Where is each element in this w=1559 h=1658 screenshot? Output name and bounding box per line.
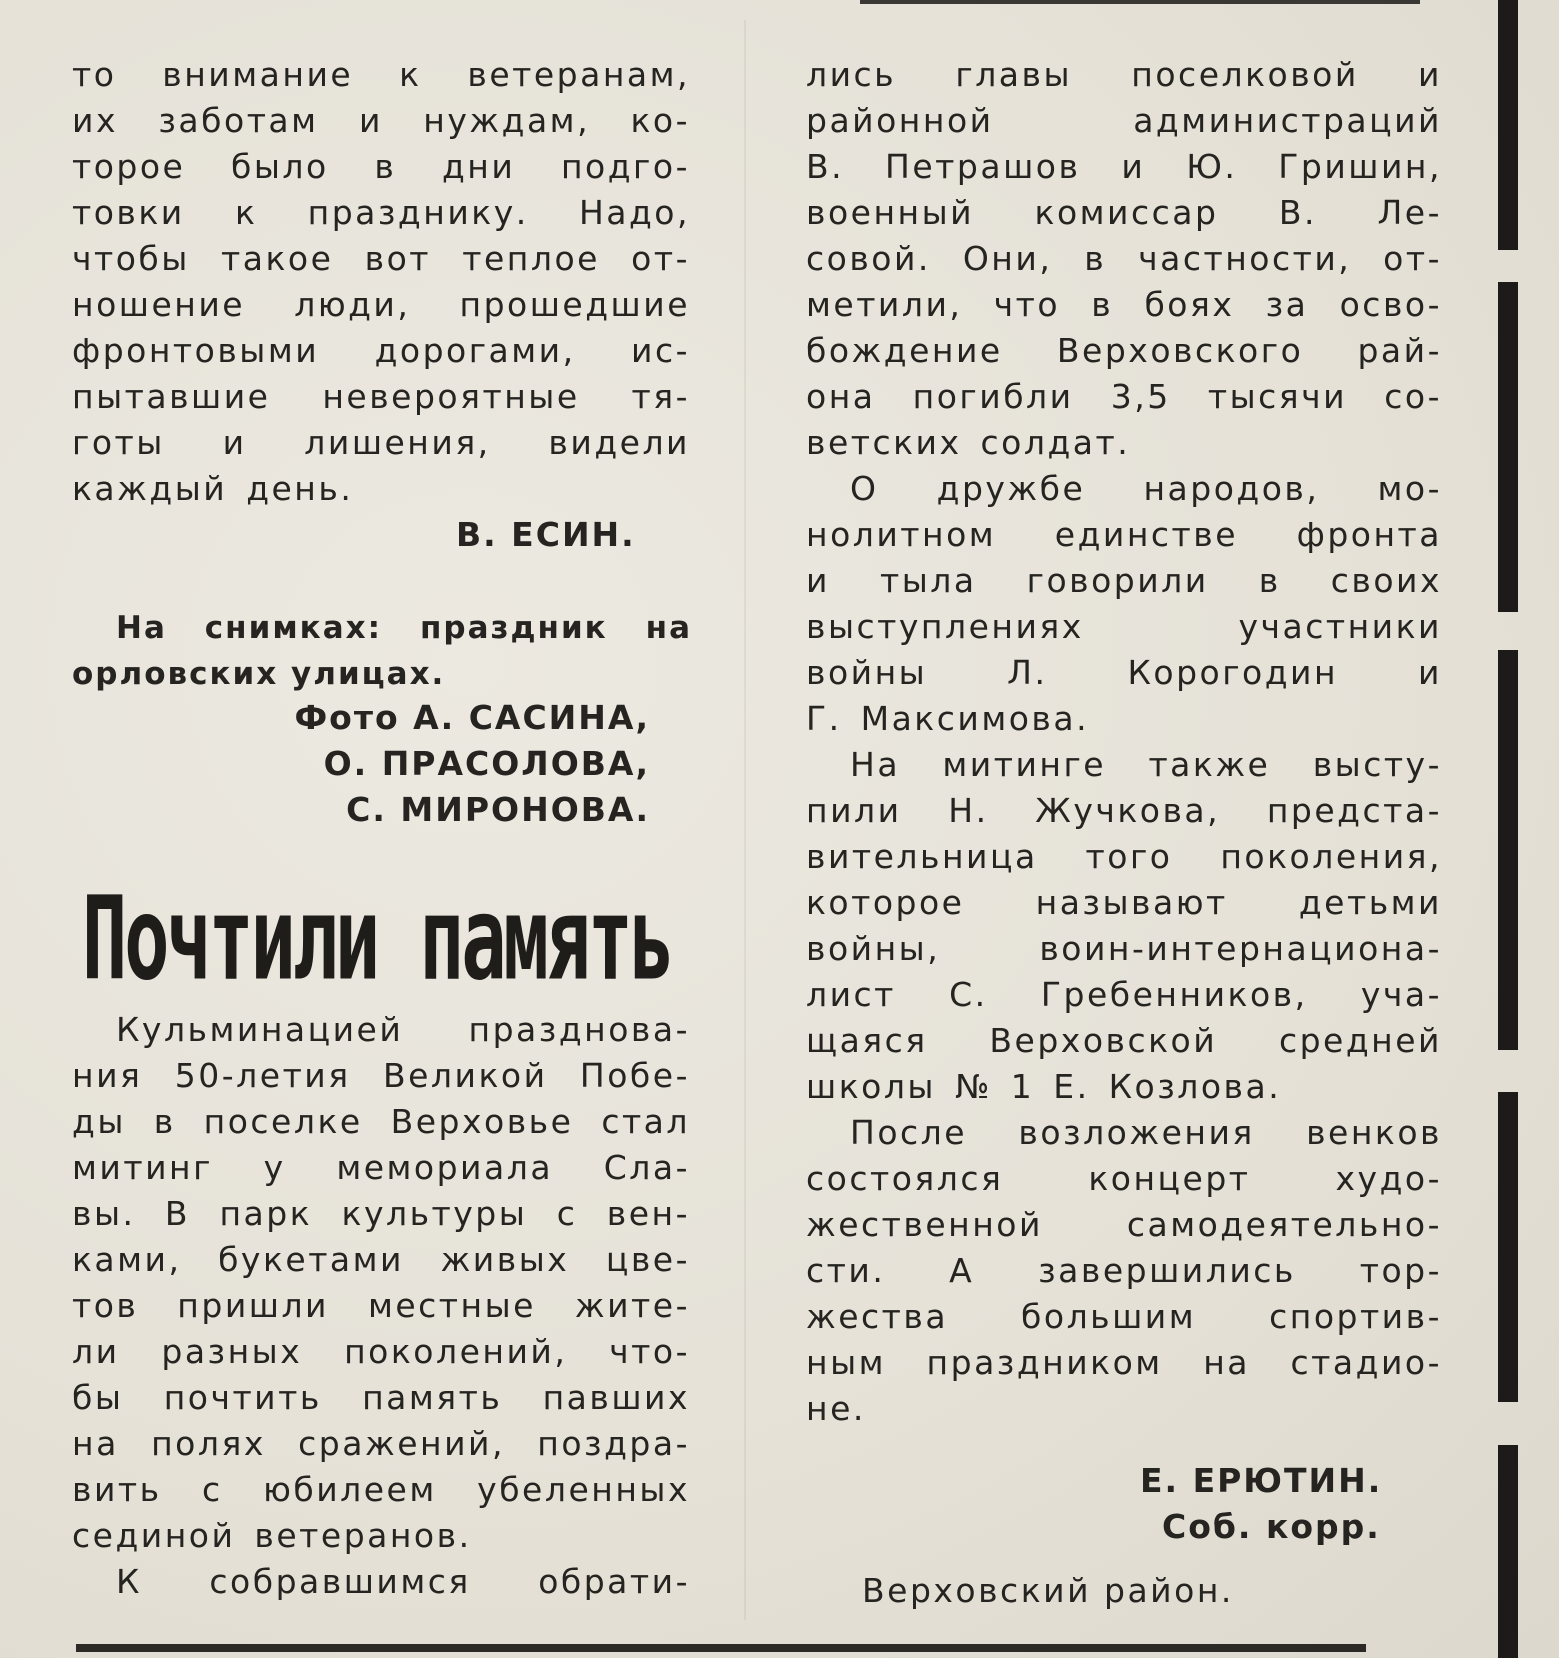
text-line: школы № 1 Е. Козлова. (806, 1067, 1282, 1106)
credit-line: С. МИРОНОВА. (346, 790, 650, 829)
text-line: лист С. Гребенников, уча- (806, 975, 1442, 1014)
text-line: ния 50-летия Великой Побе- (72, 1056, 690, 1095)
text-line: Кульминацией празднова- (116, 1010, 690, 1049)
text-line: совой. Они, в частности, от- (806, 239, 1442, 278)
text-line: готы и лишения, видели (72, 423, 690, 462)
text-line: не. (806, 1389, 866, 1428)
text-line: щаяся Верховской средней (806, 1021, 1442, 1060)
text-line: ношение люди, прошедшие (72, 285, 690, 324)
text-line: которое называют детьми (806, 883, 1442, 922)
photo-credits (240, 695, 650, 833)
edge-bar (1498, 650, 1518, 1050)
text-line: то внимание к ветеранам, (72, 55, 690, 94)
right-column-text (806, 52, 1442, 1432)
article-headline: Почтили память (82, 872, 672, 1006)
text-line: О дружбе народов, мо- (850, 469, 1442, 508)
article-body-left (72, 1007, 690, 1605)
text-line: военный комиссар В. Ле- (806, 193, 1442, 232)
text-line: ным праздником на стадио- (806, 1343, 1442, 1382)
text-line: войны, воин-интернациона- (806, 929, 1442, 968)
text-line: войны Л. Корогодин и (806, 653, 1442, 692)
text-line: бождение Верховского рай- (806, 331, 1442, 370)
text-line: она погибли 3,5 тысячи со- (806, 377, 1442, 416)
text-line: фронтовыми дорогами, ис- (72, 331, 690, 370)
text-line: на полях сражений, поздра- (72, 1424, 690, 1463)
text-line: В. Петрашов и Ю. Гришин, (806, 147, 1442, 186)
signature-role: Соб. корр. (1162, 1507, 1381, 1546)
text-line: сединой ветеранов. (72, 1516, 472, 1555)
caption-line: орловских улицах. (72, 656, 446, 692)
photo-caption (72, 605, 692, 697)
text-line: лись главы поселковой и (806, 55, 1442, 94)
text-line: пили Н. Жучкова, предста- (806, 791, 1442, 830)
text-line: жества большим спортив- (806, 1297, 1442, 1336)
text-line: К собравшимся обрати- (116, 1562, 690, 1601)
edge-bar (1498, 1092, 1518, 1402)
text-line: выступлениях участники (806, 607, 1442, 646)
column-gutter (744, 20, 746, 1620)
text-line: каждый день. (72, 469, 354, 508)
text-line: После возложения венков (850, 1113, 1442, 1152)
bottom-rule (76, 1644, 1366, 1652)
text-line: чтобы такое вот теплое от- (72, 239, 690, 278)
text-line: бы почтить память павших (72, 1378, 690, 1417)
text-line: их заботам и нуждам, ко- (72, 101, 690, 140)
text-line: пытавшие невероятные тя- (72, 377, 690, 416)
left-column-text (72, 52, 690, 512)
text-line: состоялся концерт худо- (806, 1159, 1442, 1198)
signature-eryutin: Е. ЕРЮТИН. (1140, 1461, 1383, 1500)
text-line: ли разных поколений, что- (72, 1332, 690, 1371)
edge-bar (1498, 282, 1518, 612)
text-line: сти. А завершились тор- (806, 1251, 1442, 1290)
edge-bar (1498, 0, 1518, 250)
text-line: и тыла говорили в своих (806, 561, 1442, 600)
top-rule (860, 0, 1420, 4)
text-line: ды в поселке Верховье стал (72, 1102, 690, 1141)
caption-line: На снимках: праздник на (116, 610, 692, 646)
text-line: торое было в дни подго- (72, 147, 690, 186)
text-line: ками, букетами живых цве- (72, 1240, 690, 1279)
text-line: На митинге также высту- (850, 745, 1442, 784)
text-line: районной администраций (806, 101, 1442, 140)
text-line: нолитном единстве фронта (806, 515, 1442, 554)
text-line: жественной самодеятельно- (806, 1205, 1442, 1244)
text-line: Г. Максимова. (806, 699, 1090, 738)
credit-line: Фото А. САСИНА, (294, 698, 650, 737)
text-line: ветских солдат. (806, 423, 1131, 462)
text-line: метили, что в боях за осво- (806, 285, 1442, 324)
credit-line: О. ПРАСОЛОВА, (323, 744, 650, 783)
text-line: вительница того поколения, (806, 837, 1442, 876)
district-name: Верховский район. (862, 1571, 1234, 1610)
text-line: вить с юбилеем убеленных (72, 1470, 690, 1509)
edge-bar (1498, 1445, 1518, 1658)
text-line: тов пришли местные жите- (72, 1286, 690, 1325)
text-line: вы. В парк культуры с вен- (72, 1194, 690, 1233)
signature-esin: В. ЕСИН. (456, 515, 636, 554)
text-line: товки к празднику. Надо, (72, 193, 690, 232)
text-line: митинг у мемориала Сла- (72, 1148, 690, 1187)
